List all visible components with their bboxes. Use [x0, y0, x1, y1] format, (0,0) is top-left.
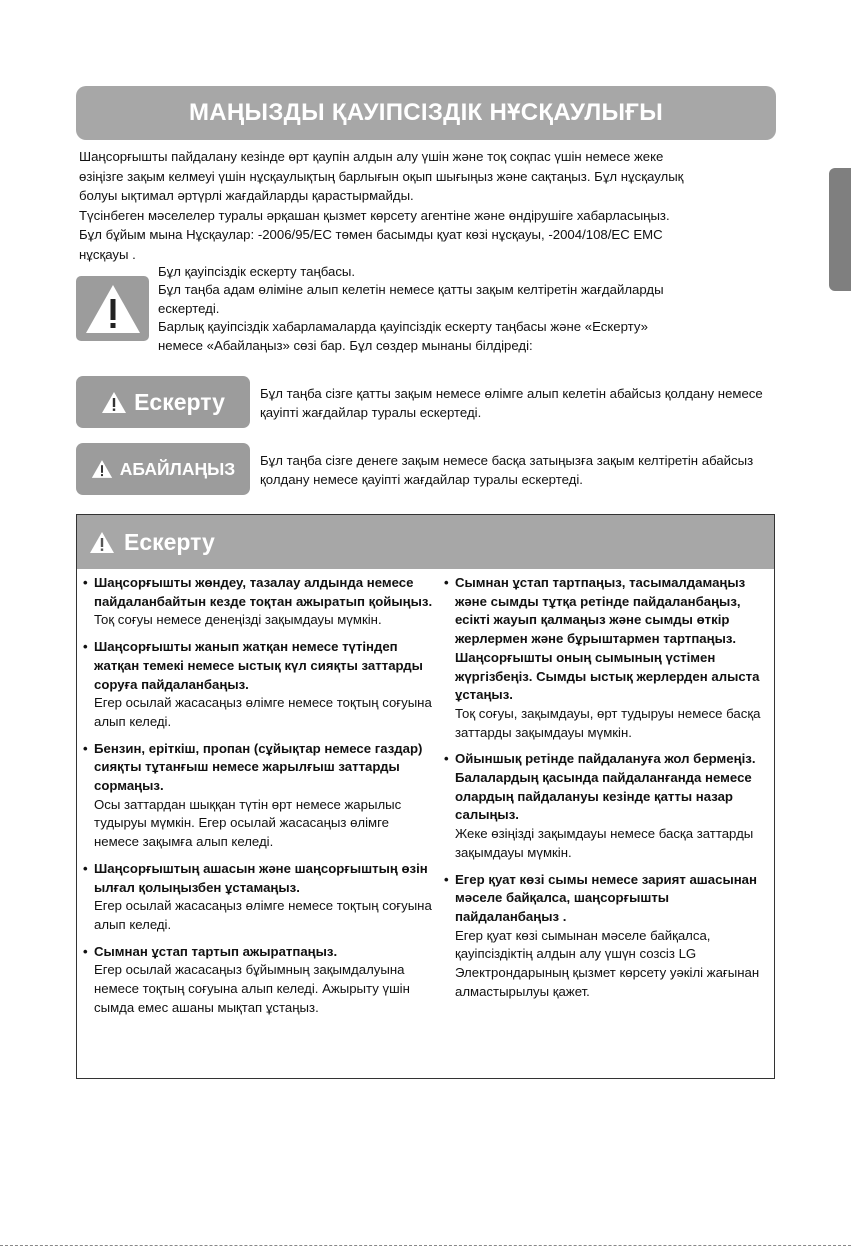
warning-item-detail: Тоқ соғуы немесе денеңізді зақымдауы мүмкін. — [94, 612, 382, 628]
bullet: • — [444, 871, 449, 887]
warning-item-detail: Егер осылай жасасаңыз өлімге немесе тоқтың соғуына алып келеді. — [94, 898, 432, 932]
list-item — [83, 943, 435, 1018]
warning-description: Бұл таңба сізге қатты зақым немесе өлімге алып келетін абайсыз қолдану немесе қауіпті жағдайлар туралы ескертеді. — [260, 386, 763, 420]
warning-item-detail: Егер осылай жасасаңыз бұйымның зақымдалуына немесе тоқтың соғуына алып келеді. Ажырыту үшін сымда емес ашаны мықтап ұстаңыз. — [94, 962, 410, 1015]
section-tab-marker — [829, 168, 851, 291]
warning-item-detail: Жеке өзіңізді зақымдауы немесе басқа заттарды зақымдауы мүмкін. — [455, 826, 754, 860]
safety-symbol-explanation — [158, 263, 788, 355]
bullet: • — [83, 575, 88, 590]
warning-item-title: Сымнан ұстап тартпаңыз, тасымалдамаңыз және сымды тұтқа ретінде пайдаланбаңыз, есікті жауып қалмаңыз және сымды өткір жерлермен және бұрыштармен тартпаңыз. Шаңсорғышты оның сымының үстімен жүргізбеңіз. Сымды ыстық жерлерден алыста ұстаңыз. — [455, 575, 760, 703]
warning-item-title: Сымнан ұстап тартып ажыратпаңыз. — [94, 943, 338, 959]
intro-line: болуы ықтимал әртүрлі жағдайларды қарастырмайды. — [79, 188, 414, 203]
bullet: • — [83, 860, 88, 876]
intro-line: Түсінбеген мәселелер туралы әрқашан қызмет көрсету агентіне және өндірушіге хабарласыңыз. — [79, 207, 670, 223]
intro-text — [79, 147, 779, 264]
bullet: • — [83, 740, 88, 756]
caution-badge — [76, 443, 250, 495]
warning-item-detail: Егер қуат көзі сымынан мәселе байқалса, қауіпсіздіктің алдын алу үшүн созсіз LG Электрондарының қызмет көрсету уәкілі жағынан алмастырылуы қажет. — [455, 927, 760, 999]
legend-line: Бұл қауіпсіздік ескерту таңбасы. — [158, 264, 356, 279]
intro-line: Шаңсорғышты пайдалану кезінде өрт қаупін алдын алу үшін және тоқ соқпас үшін немесе жеке — [79, 149, 664, 164]
warning-item-title: Бензин, еріткіш, пропан (сұйықтар немесе газдар) сияқты тұтанғыш немесе жарылғыш заттарды сормаңыз. — [94, 740, 423, 794]
list-item — [444, 574, 773, 742]
legend-line: Барлық қауіпсіздік хабарламаларда қауіпсіздік ескерту таңбасы және «Ескерту» — [158, 319, 648, 335]
warning-item-title: Шаңсорғышты жанып жатқан немесе түтіндеп жатқан темекі немесе ыстық күл сияқты заттарды соруға пайдаланбаңыз. — [94, 639, 423, 692]
list-item — [83, 860, 435, 935]
page-bottom-divider — [0, 1245, 851, 1247]
list-item — [444, 750, 773, 862]
warning-column-right — [444, 574, 773, 1009]
warning-item-title: Шаңсорғышты жөндеу, тазалау алдында немесе пайдаланбайтын кезде тоқтан ажыратып қойыңыз. — [94, 575, 433, 609]
safety-alert-symbol — [76, 276, 149, 341]
warning-section-header — [77, 515, 774, 569]
caution-badge-label: АБАЙЛАҢЫЗ — [119, 458, 236, 479]
legend-line: ескертеді. — [158, 300, 220, 316]
warning-triangle-icon — [89, 531, 115, 554]
warning-item-detail: Тоқ соғуы, зақымдауы, өрт тудыруы немесе басқа заттарды зақымдауы мүмкін. — [455, 705, 761, 740]
legend-line: Бұл таңба адам өліміне алып келетін немесе қатты зақым келтіретін жағдайларды — [158, 282, 664, 298]
warning-item-title: Шаңсорғыштың ашасын және шаңсорғыштың өзін ылғал қолыңызбен ұстамаңыз. — [94, 860, 428, 895]
caution-description: Бұл таңба сізге денеге зақым немесе басқа затыңызға зақым келтіретін абайсыз қолдану немесе қауіпті жағдайлар туралы ескертеді. — [260, 453, 754, 487]
intro-line: Бұл бұйым мына Нұсқаулар: -2006/95/EC төмен басымды қуат көзі нұсқауы, -2004/108/EC EMC — [79, 227, 663, 242]
bullet: • — [444, 575, 449, 590]
warning-triangle-icon — [91, 459, 113, 479]
warning-item-detail: Егер осылай жасасаңыз өлімге немесе тоқтың соғуына алып келеді. — [94, 695, 432, 729]
list-item — [83, 740, 435, 852]
warning-section — [76, 514, 775, 1079]
bullet: • — [444, 751, 449, 767]
warning-triangle-icon — [101, 391, 127, 414]
page-title: МАҢЫЗДЫ ҚАУІПСІЗДІК НҰСҚАУЛЫҒЫ — [76, 86, 776, 140]
warning-column-left — [83, 574, 435, 1025]
warning-badge-label: Ескерту — [134, 388, 225, 415]
bullet: • — [83, 639, 88, 655]
intro-line: нұсқауы . — [79, 246, 136, 262]
warning-item-title: Ойыншық ретінде пайдалануға жол бермеңіз. Балалардың қасында пайдаланғанда немесе олардың пайдалануы кезінде қатты назар салыңыз. — [455, 751, 756, 823]
warning-item-detail: Осы заттардан шыққан түтін өрт немесе жарылыс тудыруы мүмкін. Егер осылай жасасаңыз өлімге немесе зақымға алып келеді. — [94, 796, 402, 850]
bullet: • — [83, 943, 88, 959]
intro-line: өзіңізге зақым келмеуі үшін нұсқаулықтың барлығын оқып шығыңыз және сақтаңыз. Бұл нұсқаулық — [79, 168, 684, 184]
warning-item-title: Егер қуат көзі сымы немесе зарият ашасынан мәселе байқалса, шаңсорғышты пайдаланбаңыз . — [455, 871, 757, 924]
list-item — [444, 871, 773, 1002]
warning-section-title: Ескерту — [124, 528, 215, 555]
list-item — [83, 574, 435, 630]
warning-badge — [76, 376, 250, 428]
list-item — [83, 638, 435, 732]
warning-triangle-icon — [83, 282, 143, 336]
legend-line: немесе «Абайлаңыз» сөзі бар. Бұл сөздер мынаны білдіреді: — [158, 337, 533, 353]
